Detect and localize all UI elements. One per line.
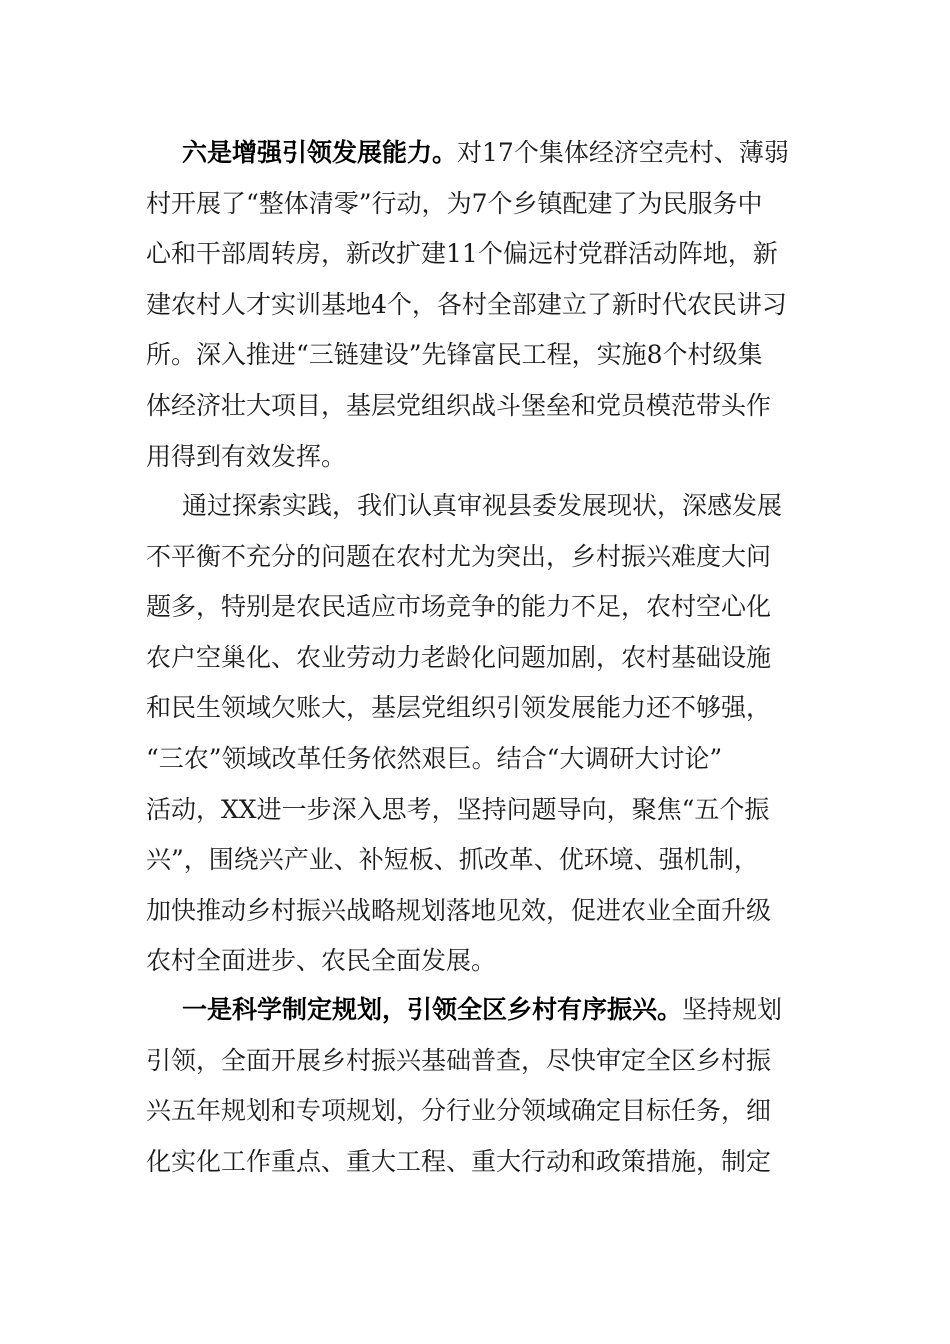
paragraph-line: 村开展了“整体清零”行动，为7个乡镇配建了为民服务中 [146,188,763,218]
paragraph-line: 兴五年规划和专项规划，分行业分领域确定目标任务，细 [146,1096,772,1126]
paragraph-heading: 六是增强引领发展能力。 [182,138,458,167]
paragraph-2 [146,481,806,987]
paragraph-line: 农户空巢化、农业劳动力老龄化问题加剧，农村基础设施 [146,642,772,672]
paragraph-line: 所。深入推进“三链建设”先锋富民工程，实施8个村级集 [146,340,763,370]
line-text: 对17个集体经济空壳村、薄弱 [457,138,789,167]
paragraph-line: 加快推动乡村振兴战略规划落地见效，促进农业全面升级 [146,895,772,925]
paragraph-1 [146,128,806,482]
paragraph-3 [146,985,806,1187]
paragraph-line: 通过探索实践，我们认真审视县委发展现状，深感发展 [182,491,783,520]
paragraph-line: 和民生领域欠账大，基层党组织引领发展能力还不够强， [146,693,772,723]
paragraph-line [146,128,806,179]
paragraph-line: 化实化工作重点、重大工程、重大行动和政策措施，制定 [146,1146,772,1176]
line-text: 坚持规划 [682,995,783,1024]
paragraph-line: 建农村人才实训基地4个，各村全部建立了新时代农民讲习 [146,289,787,319]
paragraph-line: 体经济壮大项目，基层党组织战斗堡垒和党员模范带头作 [146,390,772,420]
paragraph-line [146,985,806,1036]
paragraph-line: 用得到有效发挥。 [146,441,347,471]
paragraph-heading: 一是科学制定规划，引领全区乡村有序振兴。 [182,995,683,1024]
paragraph-line: 心和干部周转房，新改扩建11个偏远村党群活动阵地，新 [146,239,778,269]
paragraph-line: 农村全面进步、农民全面发展。 [146,946,497,976]
paragraph-line: “三农”领域改革任务依然艰巨。结合“大调研大讨论” [146,743,723,773]
paragraph-line: 活动，XX进一步深入思考，坚持问题导向，聚焦“五个振 [146,794,770,824]
paragraph-line: 不平衡不充分的问题在农村尤为突出，乡村振兴难度大问 [146,541,772,571]
paragraph-line: 兴”，围绕兴产业、补短板、抓改革、优环境、强机制， [146,845,759,875]
paragraph-line: 引领，全面开展乡村振兴基础普查，尽快审定全区乡村振 [146,1045,772,1075]
paragraph-line: 题多，特别是农民适应市场竞争的能力不足，农村空心化 [146,592,772,622]
